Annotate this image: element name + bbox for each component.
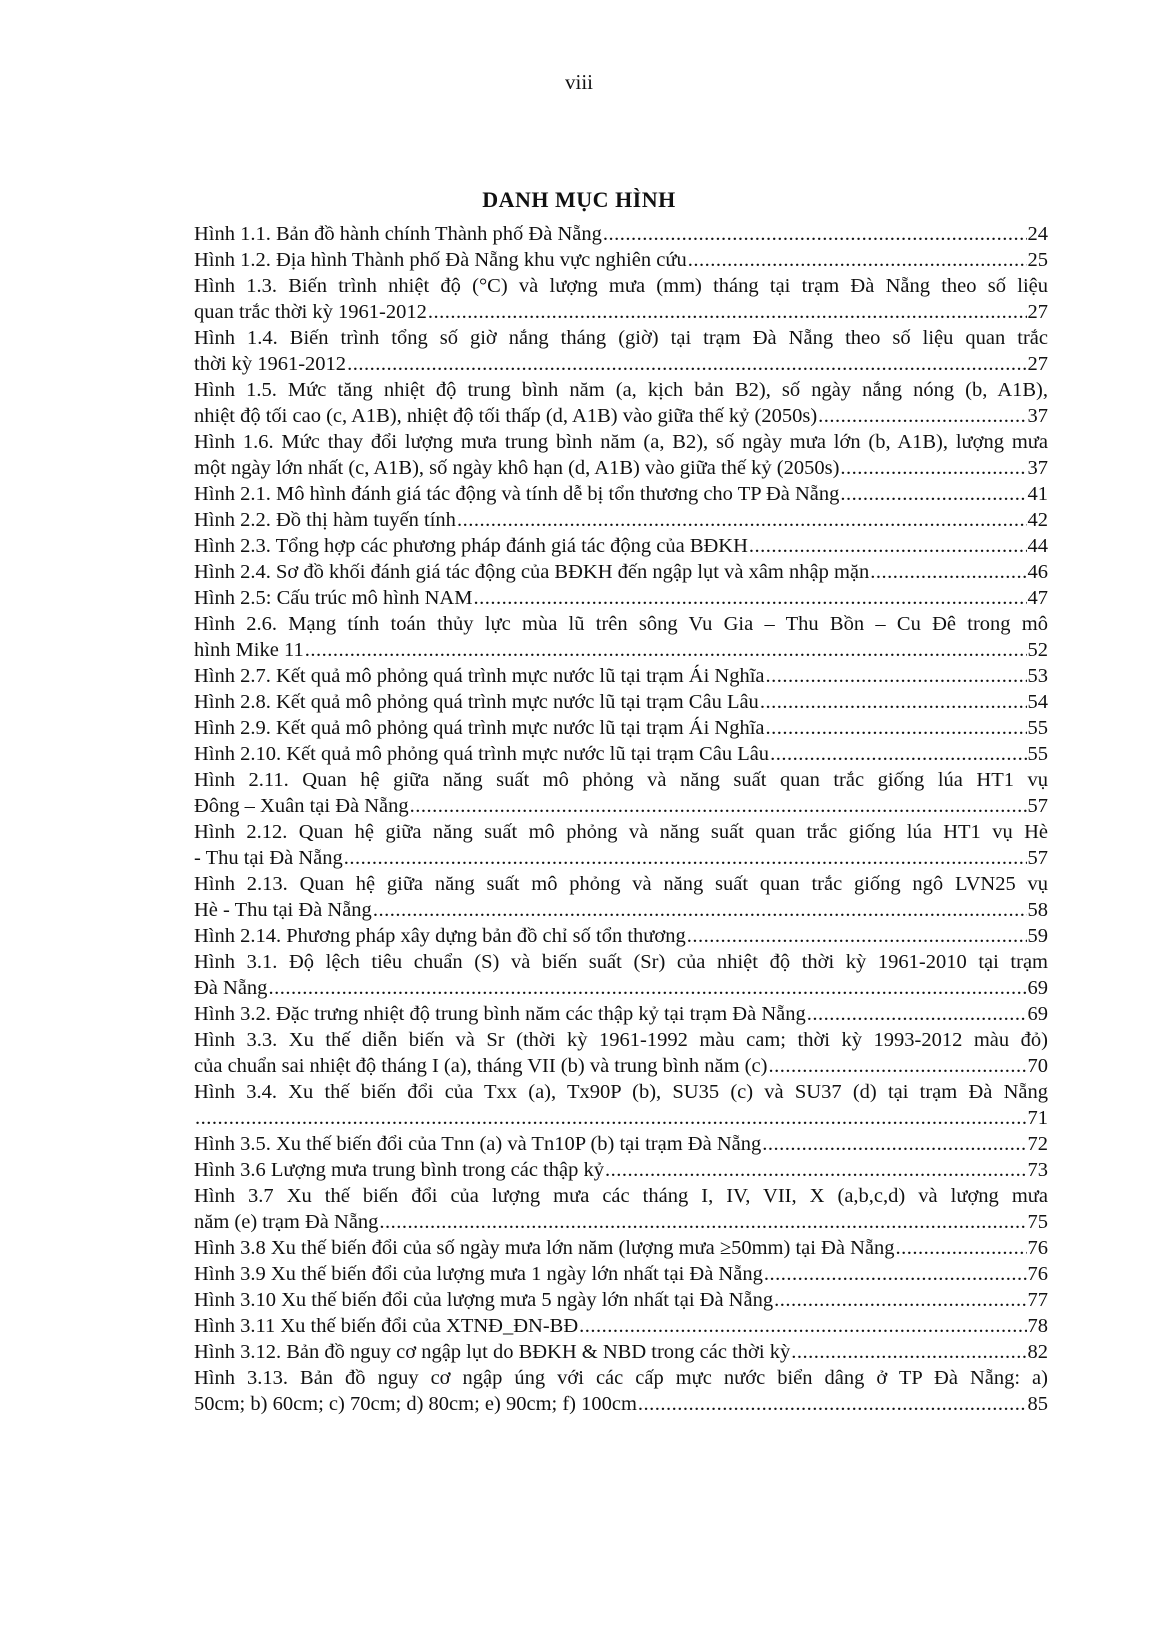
figure-entry xyxy=(194,429,1048,481)
figure-entry xyxy=(194,819,1048,871)
entry-page-number: 77 xyxy=(1027,1289,1048,1311)
dot-leader xyxy=(457,507,1027,533)
figure-entry xyxy=(194,507,1048,533)
entry-title: Hình 3.11 Xu thế biến đổi của XTNĐ_ĐN-BĐ xyxy=(194,1315,579,1337)
entry-line xyxy=(194,1287,1048,1313)
entry-title: Hình 3.5. Xu thế biến đổi của Tnn (a) và Tn10P (b) tại trạm Đà Nẵng xyxy=(194,1133,762,1155)
entry-page-number: 46 xyxy=(1027,561,1048,583)
entry-title: Hình 2.1. Mô hình đánh giá tác động và tính dễ bị tổn thương cho TP Đà Nẵng xyxy=(194,483,840,505)
entry-line xyxy=(194,585,1048,611)
entry-page-number: 71 xyxy=(1027,1107,1048,1129)
dot-leader xyxy=(688,247,1027,273)
figure-entry xyxy=(194,1131,1048,1157)
figure-entry xyxy=(194,1235,1048,1261)
entry-title: Hình 2.11. Quan hệ giữa năng suất mô phỏng và năng suất quan trắc giống lúa HT1 vụ xyxy=(194,769,1048,791)
dot-leader xyxy=(379,1209,1026,1235)
entry-line xyxy=(194,845,1048,871)
entry-title: Hình 3.12. Bản đồ nguy cơ ngập lụt do BĐKH & NBD trong các thời kỳ xyxy=(194,1341,791,1363)
entry-line xyxy=(194,663,1048,689)
entry-page-number: 57 xyxy=(1027,795,1048,817)
entry-title: Hình 3.9 Xu thế biến đổi của lượng mưa 1 ngày lớn nhất tại Đà Nẵng xyxy=(194,1263,763,1285)
entry-page-number: 85 xyxy=(1027,1393,1048,1415)
entry-title: Hình 2.12. Quan hệ giữa năng suất mô phỏng và năng suất quan trắc giống lúa HT1 vụ Hè xyxy=(194,821,1048,843)
entry-title: Hình 3.4. Xu thế biến đổi của Txx (a), Tx90P (b), SU35 (c) và SU37 (d) tại trạm Đà Nẵng xyxy=(194,1081,1048,1103)
entry-title: Hình 3.2. Đặc trưng nhiệt độ trung bình năm các thập kỷ tại trạm Đà Nẵng xyxy=(194,1003,806,1025)
figure-entry xyxy=(194,663,1048,689)
entry-page-number: 52 xyxy=(1027,639,1048,661)
dot-leader xyxy=(764,1261,1027,1287)
entry-title: Hình 1.1. Bản đồ hành chính Thành phố Đà Nẵng xyxy=(194,223,602,245)
entry-page-number: 37 xyxy=(1027,457,1048,479)
entry-title: Hình 1.4. Biến trình tổng số giờ nắng tháng (giờ) tại trạm Đà Nẵng theo số liệu quan trắc xyxy=(194,327,1048,349)
figure-entry xyxy=(194,1079,1048,1131)
dot-leader xyxy=(687,923,1027,949)
entry-title: Hình 1.6. Mức thay đổi lượng mưa trung bình năm (a, B2), số ngày mưa lớn (b, A1B), lượng mưa xyxy=(194,431,1048,453)
entry-title: Hè - Thu tại Đà Nẵng xyxy=(194,899,372,921)
entry-title: Hình 2.6. Mạng tính toán thủy lực mùa lũ trên sông Vu Gia – Thu Bồn – Cu Đê trong mô xyxy=(194,613,1048,635)
entry-line xyxy=(194,1157,1048,1183)
entry-page-number: 72 xyxy=(1027,1133,1048,1155)
entry-page-number: 78 xyxy=(1027,1315,1048,1337)
entry-title: Đà Nẵng xyxy=(194,977,268,999)
dot-leader xyxy=(766,663,1027,689)
figure-entry xyxy=(194,325,1048,377)
entry-line xyxy=(194,1391,1048,1417)
figure-entry xyxy=(194,1313,1048,1339)
entry-page-number: 24 xyxy=(1027,223,1048,245)
figure-entry xyxy=(194,1183,1048,1235)
figure-entry xyxy=(194,949,1048,1001)
entry-page-number: 42 xyxy=(1027,509,1048,531)
entry-title: Hình 2.13. Quan hệ giữa năng suất mô phỏng và năng suất quan trắc giống ngô LVN25 vụ xyxy=(194,873,1048,895)
figure-entry xyxy=(194,221,1048,247)
entry-title: một ngày lớn nhất (c, A1B), số ngày khô hạn (d, A1B) vào giữa thế kỷ (2050s) xyxy=(194,457,840,479)
dot-leader xyxy=(870,559,1026,585)
entry-title: Hình 2.9. Kết quả mô phỏng quá trình mực nước lũ tại trạm Ái Nghĩa xyxy=(194,717,765,739)
entry-page-number: 47 xyxy=(1027,587,1048,609)
figure-entry xyxy=(194,273,1048,325)
entry-line xyxy=(194,1105,1048,1131)
dot-leader xyxy=(818,403,1026,429)
entry-title: hình Mike 11 xyxy=(194,639,304,661)
entry-line xyxy=(194,975,1048,1001)
entry-page-number: 69 xyxy=(1027,977,1048,999)
entry-title: Hình 1.3. Biến trình nhiệt độ (°C) và lượng mưa (mm) tháng tại trạm Đà Nẵng theo số liệu xyxy=(194,275,1048,297)
figure-entry xyxy=(194,767,1048,819)
entry-page-number: 27 xyxy=(1027,301,1048,323)
entry-page-number: 55 xyxy=(1027,717,1048,739)
entry-page-number: 25 xyxy=(1027,249,1048,271)
entry-title: Hình 1.2. Địa hình Thành phố Đà Nẵng khu vực nghiên cứu xyxy=(194,249,687,271)
entry-title: Hình 3.6 Lượng mưa trung bình trong các thập kỷ xyxy=(194,1159,604,1181)
entry-page-number: 57 xyxy=(1027,847,1048,869)
entry-line xyxy=(194,351,1048,377)
entry-line xyxy=(194,1001,1048,1027)
dot-leader xyxy=(770,741,1026,767)
entry-line xyxy=(194,793,1048,819)
entry-line xyxy=(194,247,1048,273)
figure-entry xyxy=(194,689,1048,715)
dot-leader xyxy=(410,793,1027,819)
entry-line xyxy=(194,1053,1048,1079)
dot-leader xyxy=(428,299,1027,325)
dot-leader xyxy=(195,1105,1027,1131)
figure-entry xyxy=(194,481,1048,507)
figure-entry xyxy=(194,377,1048,429)
entry-line xyxy=(194,403,1048,429)
entry-line xyxy=(194,741,1048,767)
entry-page-number: 44 xyxy=(1027,535,1048,557)
figure-entry xyxy=(194,559,1048,585)
dot-leader xyxy=(373,897,1027,923)
dot-leader xyxy=(344,845,1027,871)
figure-entry xyxy=(194,923,1048,949)
entry-line xyxy=(194,1261,1048,1287)
entry-page-number: 58 xyxy=(1027,899,1048,921)
dot-leader xyxy=(268,975,1026,1001)
entry-page-number: 53 xyxy=(1027,665,1048,687)
figure-entry xyxy=(194,1027,1048,1079)
entry-title: Đông – Xuân tại Đà Nẵng xyxy=(194,795,409,817)
figure-entry xyxy=(194,1365,1048,1417)
figure-entry xyxy=(194,585,1048,611)
entry-title: quan trắc thời kỳ 1961-2012 xyxy=(194,301,427,323)
entry-title: Hình 2.5: Cấu trúc mô hình NAM xyxy=(194,587,473,609)
dot-leader xyxy=(473,585,1026,611)
dot-leader xyxy=(774,1287,1026,1313)
entry-title: Hình 3.8 Xu thế biến đổi của số ngày mưa lớn năm (lượng mưa ≥50mm) tại Đà Nẵng xyxy=(194,1237,895,1259)
dot-leader xyxy=(603,221,1027,247)
dot-leader xyxy=(762,1131,1026,1157)
entry-page-number: 76 xyxy=(1027,1263,1048,1285)
entry-line xyxy=(194,481,1048,507)
entry-title: Hình 2.7. Kết quả mô phỏng quá trình mực nước lũ tại trạm Ái Nghĩa xyxy=(194,665,765,687)
entry-page-number: 55 xyxy=(1027,743,1048,765)
entry-line xyxy=(194,923,1048,949)
entry-title: Hình 2.14. Phương pháp xây dựng bản đồ chỉ số tổn thương xyxy=(194,925,686,947)
entry-page-number: 70 xyxy=(1027,1055,1048,1077)
entry-line xyxy=(194,1209,1048,1235)
dot-leader xyxy=(766,715,1027,741)
entry-page-number: 54 xyxy=(1027,691,1048,713)
dot-leader xyxy=(347,351,1026,377)
page-number: viii xyxy=(564,70,593,94)
entry-line xyxy=(194,637,1048,663)
entry-title: Hình 2.8. Kết quả mô phỏng quá trình mực nước lũ tại trạm Câu Lâu xyxy=(194,691,759,713)
entry-title: Hình 3.10 Xu thế biến đổi của lượng mưa 5 ngày lớn nhất tại Đà Nẵng xyxy=(194,1289,774,1311)
figure-list xyxy=(194,221,1048,1417)
entry-line xyxy=(194,507,1048,533)
entry-title: thời kỳ 1961-2012 xyxy=(194,353,347,375)
dot-leader xyxy=(749,533,1027,559)
entry-page-number: 37 xyxy=(1027,405,1048,427)
entry-line xyxy=(194,1339,1048,1365)
dot-leader xyxy=(579,1313,1026,1339)
entry-title: Hình 3.3. Xu thế diễn biến và Sr (thời kỳ 1961-1992 màu cam; thời kỳ 1993-2012 màu đỏ) xyxy=(194,1029,1048,1051)
entry-title: Hình 2.10. Kết quả mô phỏng quá trình mực nước lũ tại trạm Câu Lâu xyxy=(194,743,770,765)
entry-line xyxy=(194,689,1048,715)
dot-leader xyxy=(305,637,1027,663)
entry-line xyxy=(194,1313,1048,1339)
entry-page-number: 82 xyxy=(1027,1341,1048,1363)
entry-line xyxy=(194,221,1048,247)
figure-entry xyxy=(194,1157,1048,1183)
entry-title: Hình 2.4. Sơ đồ khối đánh giá tác động của BĐKH đến ngập lụt và xâm nhập mặn xyxy=(194,561,870,583)
dot-leader xyxy=(768,1053,1026,1079)
entry-page-number: 27 xyxy=(1027,353,1048,375)
entry-page-number: 76 xyxy=(1027,1237,1048,1259)
entry-line xyxy=(194,455,1048,481)
entry-line xyxy=(194,897,1048,923)
entry-title: của chuẩn sai nhiệt độ tháng I (a), tháng VII (b) và trung bình năm (c) xyxy=(194,1055,768,1077)
dot-leader xyxy=(791,1339,1026,1365)
dot-leader xyxy=(840,481,1026,507)
entry-title: Hình 3.13. Bản đồ nguy cơ ngập úng với các cấp mực nước biển dâng ở TP Đà Nẵng: a) xyxy=(194,1367,1048,1389)
figure-entry xyxy=(194,533,1048,559)
entry-page-number: 41 xyxy=(1027,483,1048,505)
entry-title: - Thu tại Đà Nẵng xyxy=(194,847,343,869)
dot-leader xyxy=(807,1001,1027,1027)
dot-leader xyxy=(896,1235,1027,1261)
entry-line xyxy=(194,559,1048,585)
entry-page-number: 73 xyxy=(1027,1159,1048,1181)
entry-title: Hình 3.1. Độ lệch tiêu chuẩn (S) và biến suất (Sr) của nhiệt độ thời kỳ 1961-2010 tại trạm xyxy=(194,951,1048,973)
figure-entry xyxy=(194,1261,1048,1287)
figure-entry xyxy=(194,741,1048,767)
entry-title: Hình 3.7 Xu thế biến đổi của lượng mưa các tháng I, IV, VII, X (a,b,c,d) và lượng mưa xyxy=(194,1185,1048,1207)
figure-entry xyxy=(194,1287,1048,1313)
figure-entry xyxy=(194,715,1048,741)
figure-entry xyxy=(194,611,1048,663)
entry-title: năm (e) trạm Đà Nẵng xyxy=(194,1211,379,1233)
entry-title: nhiệt độ tối cao (c, A1B), nhiệt độ tối thấp (d, A1B) vào giữa thế kỷ (2050s) xyxy=(194,405,818,427)
entry-line xyxy=(194,715,1048,741)
entry-title: Hình 2.3. Tổng hợp các phương pháp đánh giá tác động của BĐKH xyxy=(194,535,748,557)
dot-leader xyxy=(840,455,1026,481)
entry-page-number: 59 xyxy=(1027,925,1048,947)
entry-page-number: 69 xyxy=(1027,1003,1048,1025)
dot-leader xyxy=(638,1391,1027,1417)
entry-page-number: 75 xyxy=(1027,1211,1048,1233)
entry-line xyxy=(194,299,1048,325)
dot-leader xyxy=(605,1157,1027,1183)
entry-line xyxy=(194,1131,1048,1157)
entry-line xyxy=(194,1235,1048,1261)
figure-entry xyxy=(194,1339,1048,1365)
dot-leader xyxy=(760,689,1027,715)
page-title: DANH MỤC HÌNH xyxy=(482,187,676,212)
figure-entry xyxy=(194,1001,1048,1027)
entry-title: Hình 1.5. Mức tăng nhiệt độ trung bình năm (a, kịch bản B2), số ngày nắng nóng (b, A1B), xyxy=(194,379,1048,401)
entry-title: Hình 2.2. Đồ thị hàm tuyến tính xyxy=(194,509,456,531)
entry-line xyxy=(194,533,1048,559)
figure-entry xyxy=(194,871,1048,923)
entry-title: 50cm; b) 60cm; c) 70cm; d) 80cm; e) 90cm; f) 100cm xyxy=(194,1393,637,1415)
figure-entry xyxy=(194,247,1048,273)
